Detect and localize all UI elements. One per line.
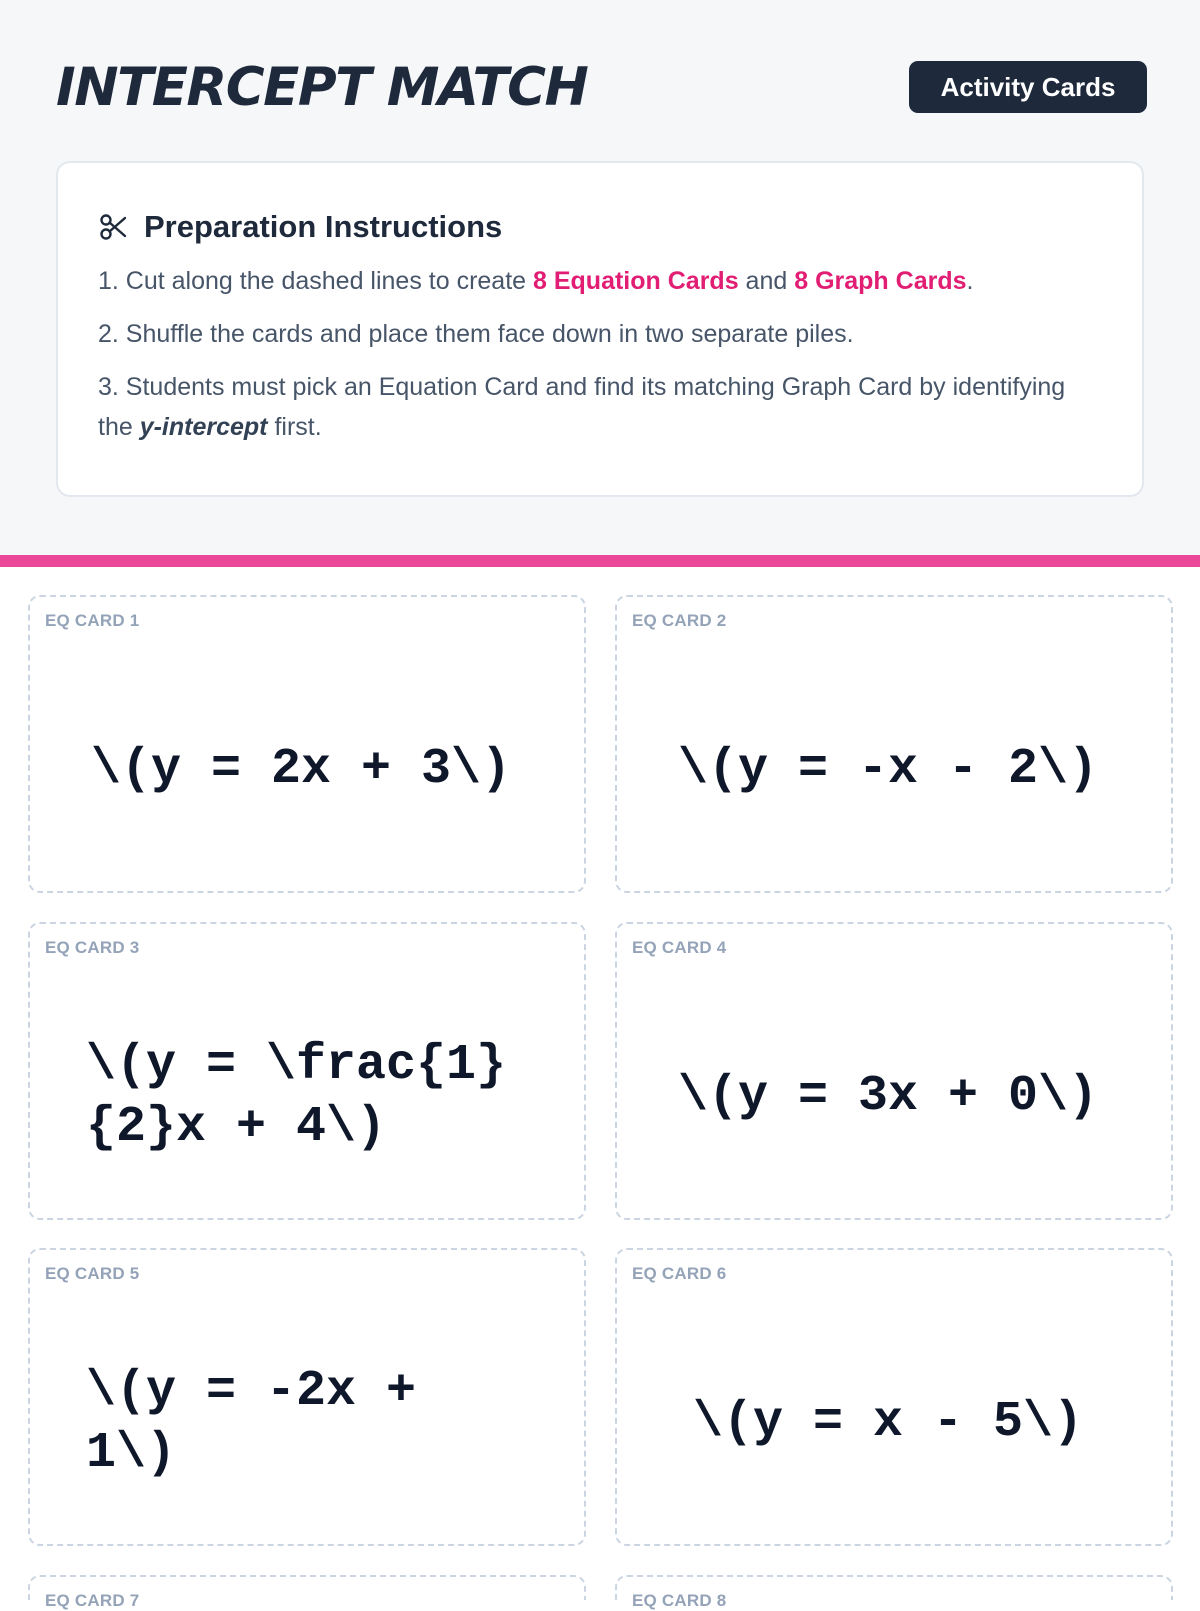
equation-card-7[interactable]	[28, 1575, 586, 1610]
card-label: EQ CARD 1	[45, 611, 140, 630]
scissors-icon	[98, 212, 128, 242]
card-equation: \(y = \frac{1}{2}x + 4\)	[86, 1037, 507, 1156]
card-label: EQ CARD 3	[45, 938, 140, 957]
instruction-step-3: 3. Students must pick an Equation Card and find its matching Graph Card by identifying the y-intercept first.	[98, 373, 1066, 441]
page-title: INTERCEPT MATCH	[56, 57, 588, 118]
card-label: EQ CARD 2	[632, 611, 727, 630]
card-equation: \(y = 2x + 3\)	[90, 741, 512, 798]
instructions-heading	[98, 207, 1104, 247]
card-equation: \(y = x - 5\)	[692, 1394, 1084, 1451]
activity-cards-badge: Activity Cards	[909, 61, 1147, 113]
card-label: EQ CARD 6	[632, 1264, 727, 1283]
instructions-heading-text: Preparation Instructions	[144, 209, 503, 244]
equation-card-6[interactable]	[615, 1248, 1173, 1546]
equation-card-5[interactable]	[28, 1248, 586, 1546]
card-equation: \(y = -x - 2\)	[677, 741, 1099, 798]
y-intercept-emphasis: y-intercept	[139, 413, 268, 441]
instruction-step-2: 2. Shuffle the cards and place them face down in two separate piles.	[98, 320, 854, 348]
equation-cards-count: 8 Equation Cards	[533, 267, 739, 295]
card-label: EQ CARD 8	[632, 1591, 727, 1610]
graph-cards-count: 8 Graph Cards	[794, 267, 967, 295]
card-label: EQ CARD 7	[45, 1591, 140, 1610]
accent-divider	[0, 555, 1200, 567]
instructions-panel	[56, 161, 1144, 497]
equation-card-4[interactable]	[615, 922, 1173, 1220]
card-label: EQ CARD 5	[45, 1264, 140, 1283]
instruction-step-1: 1. Cut along the dashed lines to create 8 Equation Cards and 8 Graph Cards.	[98, 267, 974, 295]
equation-card-1[interactable]	[28, 595, 586, 893]
equation-card-2[interactable]	[615, 595, 1173, 893]
equation-card-8[interactable]	[615, 1575, 1173, 1610]
card-equation: \(y = -2x + 1\)	[86, 1363, 417, 1482]
card-label: EQ CARD 4	[632, 938, 727, 957]
header-area	[0, 0, 1200, 555]
equation-card-3[interactable]	[28, 922, 586, 1220]
card-equation: \(y = 3x + 0\)	[677, 1068, 1099, 1125]
